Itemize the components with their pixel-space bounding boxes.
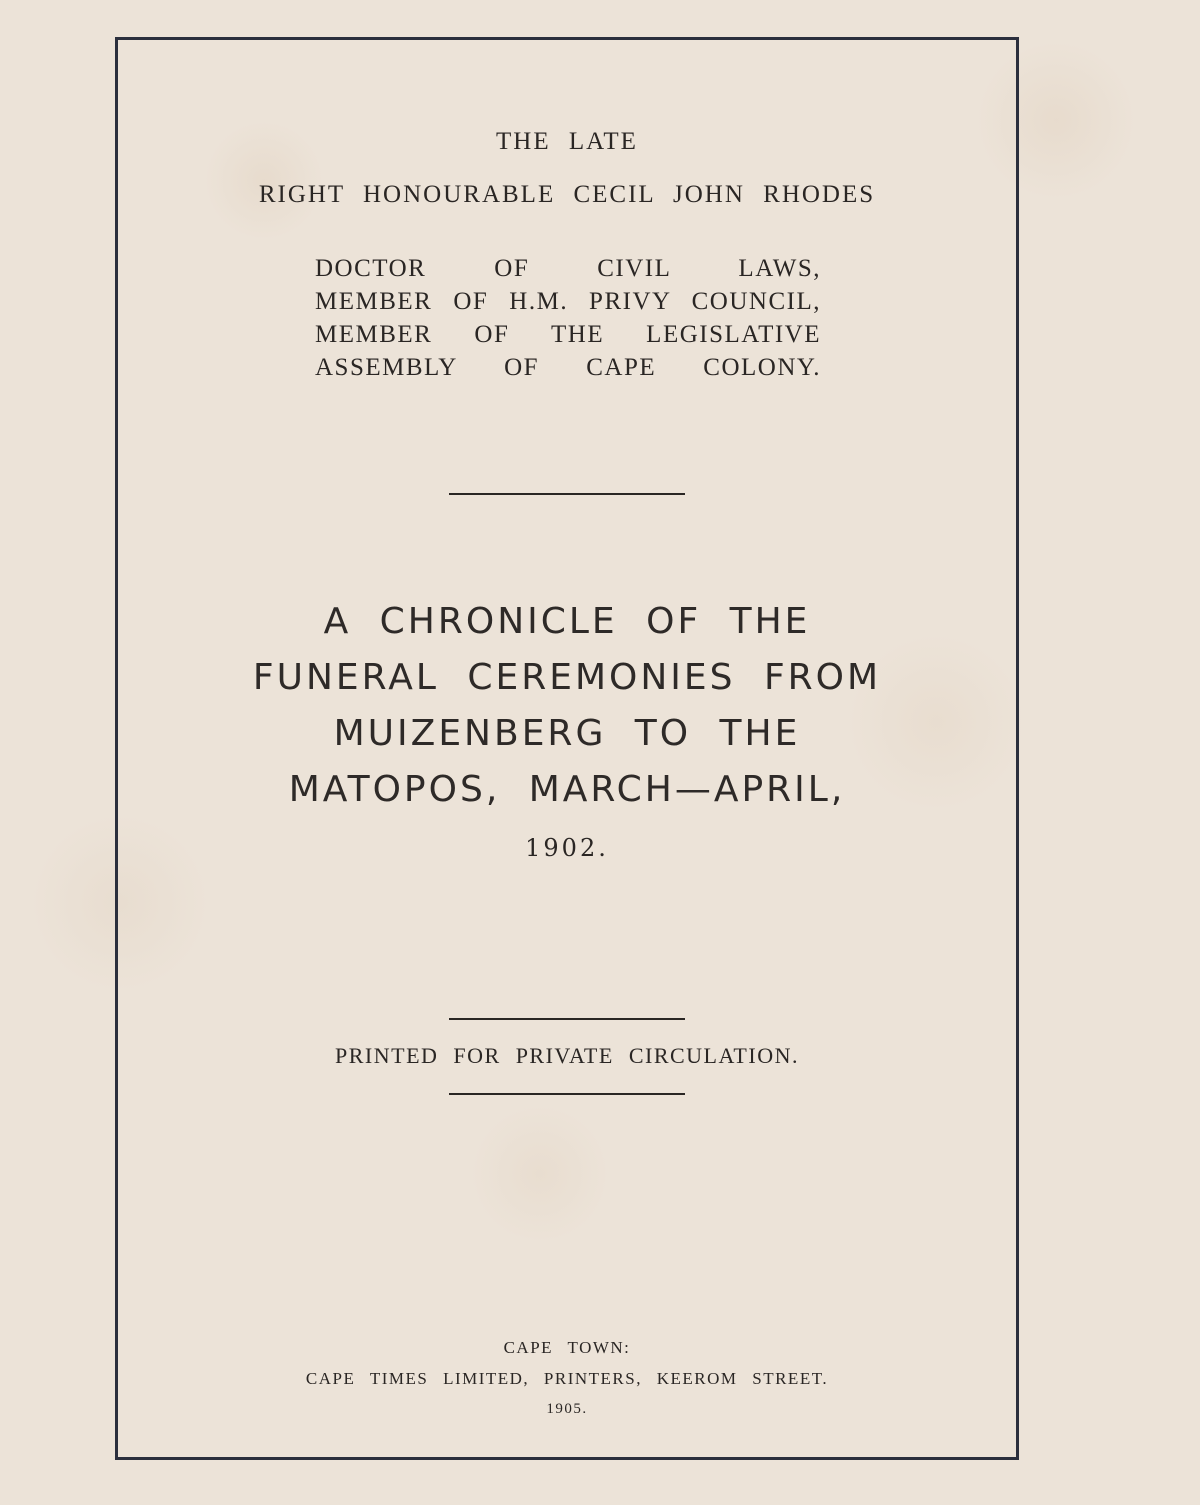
header-name: RIGHT HONOURABLE CECIL JOHN RHODES xyxy=(258,181,876,208)
degree-line: MEMBER OF THE LEGISLATIVE xyxy=(315,321,821,348)
imprint-year: 1905. xyxy=(546,1401,588,1417)
degree-line: MEMBER OF H.M. PRIVY COUNCIL, xyxy=(315,288,821,315)
divider-rule xyxy=(449,1093,685,1095)
degrees-block xyxy=(315,252,821,384)
degree-line: ASSEMBLY OF CAPE COLONY. xyxy=(315,354,821,381)
header-the-late: THE LATE xyxy=(496,128,638,155)
title-line-2: FUNERAL CEREMONIES FROM xyxy=(252,657,882,698)
title-line-1: A CHRONICLE OF THE xyxy=(323,601,811,642)
imprint-printer: CAPE TIMES LIMITED, PRINTERS, KEEROM STREET. xyxy=(305,1369,829,1388)
divider-rule xyxy=(449,493,685,495)
divider-rule xyxy=(449,1018,685,1020)
title-year: 1902. xyxy=(525,834,609,862)
title-line-3: MUIZENBERG TO THE xyxy=(333,713,801,754)
private-circulation-notice: PRINTED FOR PRIVATE CIRCULATION. xyxy=(335,1043,799,1068)
degree-line: DOCTOR OF CIVIL LAWS, xyxy=(315,255,821,282)
imprint-place: CAPE TOWN: xyxy=(503,1338,631,1357)
page-border xyxy=(115,37,1019,1460)
title-line-4: MATOPOS, MARCH—APRIL, xyxy=(288,769,846,810)
